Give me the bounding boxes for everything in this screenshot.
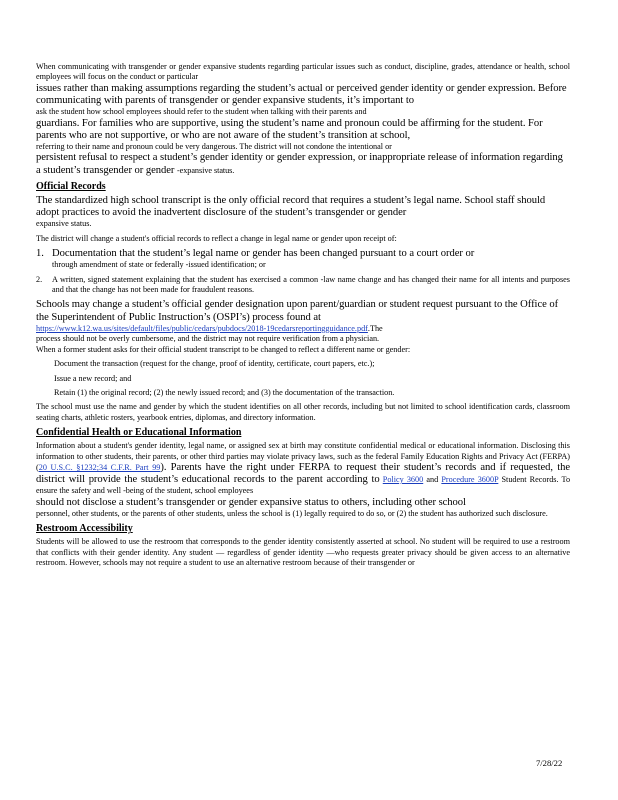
confidential-and: and	[426, 475, 439, 485]
confidential-para-tail: personnel, other students, or the parents of other students, unless the school is (1) legally required to do so, or (2) the student has authorized such disclosure.	[36, 508, 548, 518]
intro-line-small: referring to their name and pronoun could be very dangerous. The district will not condone the intentional or	[36, 142, 392, 152]
intro-line-small: ask the student how school employees should refer to the student when talking with their parents and	[36, 107, 367, 117]
bullet-text: Issue a new record; and	[54, 373, 132, 383]
intro-line-large	[36, 152, 570, 176]
confidential-text: Student Records. To ensure the safety and well -being of the student, school employees	[36, 475, 571, 496]
ospi-url-line	[36, 324, 570, 334]
document-page	[36, 62, 570, 569]
official-para-tail: expansive status.	[36, 219, 92, 229]
bullet-text: Document the transaction (request for the change, proof of identity, certificate, court papers, etc.);	[54, 359, 375, 369]
intro-line-small: When communicating with transgender or gender expansive students regarding particular issues such as conduct, discipline, grades, attendance or health, school employees will focus on the conduct or particular	[36, 62, 570, 82]
list-item	[36, 275, 570, 296]
procedure-3600p-link[interactable]: Procedure 3600P	[441, 475, 499, 485]
confidential-text-large: ). Parents have the right under FERPA to request their student’s records and if requested, the district will provide the student’s educational records to the parent according to	[36, 461, 570, 486]
bullet-item	[36, 359, 570, 369]
bullet-text: Retain (1) the original record; (2) the newly issued record; and (3) the documentation of the transaction.	[54, 387, 395, 397]
intro-line-large: issues rather than making assumptions regarding the student’s actual or perceived gender identity or gender expression. Before communicating with parents of transgender or gender expansive students, it’s important to	[36, 82, 567, 107]
bullet-item	[36, 388, 570, 398]
list-number: 1.	[36, 248, 44, 260]
list-text: A written, signed statement explaining that the student has exercised a common -law name change and has changed their name for all intents and purposes and that the change has not been made for fraudulent reasons.	[52, 274, 570, 295]
transcript-para: When a former student asks for their official student transcript to be changed to reflect a different name or gender:	[36, 344, 411, 354]
bullet-glyph	[36, 359, 54, 369]
ospi-url-tail: .The	[367, 323, 383, 333]
section-heading-restroom: Restroom Accessibility	[36, 523, 133, 535]
footer-date: 7/28/22	[536, 758, 563, 768]
ferpa-citation-link[interactable]: 20 U.S.C. §1232;34 C.F.R. Part 99	[38, 462, 161, 472]
intro-line-large: guardians. For families who are supportive, using the student’s name and pronoun could be affirming for the student. For parents who are not supportive, or who are not aware of the student’s transition at school,	[36, 117, 543, 141]
list-number: 2.	[36, 274, 43, 284]
ospi-para-tail: process should not be overly cumbersome, and the district may not require verification from a physician.	[36, 334, 380, 344]
list-item	[36, 248, 570, 271]
restroom-para: Students will be allowed to use the restroom that corresponds to the gender identity consistently asserted at school. No student will be required to use a restroom that conflicts with their gender identity. Any student — regardless of gender identity —who requests greater privacy should be given access to an alternative restroom. However, schools may not require a student to use an alternative restroom because of their transgender or	[36, 537, 570, 568]
policy-3600-link[interactable]: Policy 3600	[382, 475, 424, 485]
ospi-url-link-tail[interactable]: -19cedarsreportingguidance.pdf	[263, 323, 368, 333]
bullet-glyph	[36, 388, 54, 398]
intro-text: persistent refusal to respect a student’s gender identity or gender expression, or inappropriate release of information regarding a student’s transgender or gender	[36, 152, 563, 176]
bullet-glyph	[36, 374, 54, 384]
intro-text-tail: -expansive status.	[177, 165, 235, 175]
list-text: through amendment of state or federally -issued identification; or	[52, 260, 266, 270]
ospi-para: Schools may change a student’s official gender designation upon parent/guardian or student request pursuant to the Office of the Superintendent of Public Instruction’s (OSPI’s) process found at	[36, 299, 559, 323]
official-para-receipt: The district will change a student's official records to reflect a change in legal name or gender upon receipt of:	[36, 233, 397, 243]
confidential-text: Information about a student's gender identity, legal name, or assigned sex at birth may constitute confidential medical or educational information. Disclosing this information to other students, their parents, or other third parties may violate privacy laws, such as the federal Family Education Rights and Privacy Act (FERPA) (	[36, 441, 570, 472]
section-heading-confidential: Confidential Health or Educational Information	[36, 427, 242, 439]
list-text: Documentation that the student’s legal name or gender has been changed pursuant to a court order or	[52, 248, 475, 260]
confidential-para	[36, 441, 570, 497]
bullet-item	[36, 374, 570, 384]
section-heading-official-records: Official Records	[36, 180, 106, 192]
confidential-para-large: should not disclose a student’s transgender or gender expansive status to others, including other school	[36, 496, 466, 508]
ospi-url-link[interactable]: https://www.k12.wa.us/sites/default/files/public/cedars/pubdocs/2018	[36, 323, 264, 333]
official-para: The standardized high school transcript is the only official record that requires a student’s legal name. School staff should adopt practices to avoid the inadvertent disclosure of the student’s transgender or gender	[36, 194, 546, 219]
records-para: The school must use the name and gender by which the student identifies on all other records, including but not limited to school identification cards, classroom seating charts, athletic rosters, yearbook entries, diplomas, and directory information.	[36, 402, 570, 422]
